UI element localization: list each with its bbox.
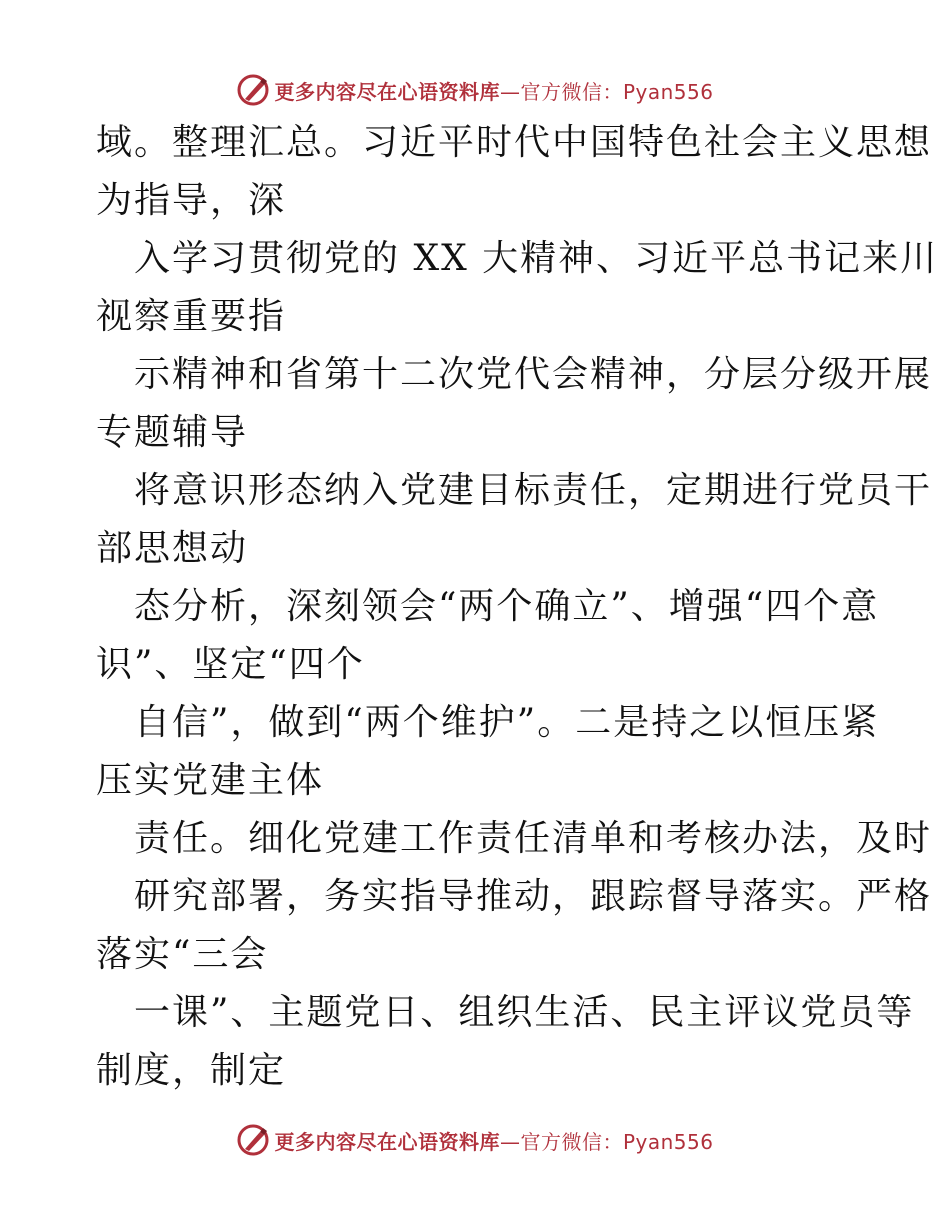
body-line: 入学习贯彻党的 XX 大精神、习近平总书记来川 [134, 238, 939, 279]
footer-wechat-text: 官方微信：Pyan556 [520, 1129, 714, 1154]
header-text [274, 76, 713, 105]
body-line: 专题辅导 [96, 412, 249, 453]
body-line: 示精神和省第十二次党代会精神，分层分级开展 [134, 354, 933, 395]
body-line: 识”、坚定“四个 [96, 644, 365, 685]
body-line: 为指导，深 [96, 180, 287, 221]
body-line: 制度，制定 [96, 1050, 287, 1091]
body-line: 研究部署，务实指导推动，跟踪督导落实。严格 [134, 876, 933, 917]
header-library-text: 更多内容尽在心语资料库 [274, 79, 500, 104]
footer-banner [0, 1120, 950, 1160]
body-line: 一课”、主题党日、组织生活、民主评议党员等 [134, 992, 915, 1033]
body-line: 落实“三会 [96, 934, 269, 975]
document-body [96, 114, 939, 1100]
pen-logo-icon [236, 1122, 272, 1158]
body-line: 自信”，做到“两个维护”。二是持之以恒压紧 [134, 702, 880, 743]
body-line: 压实党建主体 [96, 760, 325, 801]
body-line: 将意识形态纳入党建目标责任，定期进行党员干 [134, 470, 933, 511]
body-line: 责任。细化党建工作责任清单和考核办法，及时 [134, 818, 933, 859]
footer-dash: — [499, 1129, 521, 1154]
body-line: 部思想动 [96, 528, 249, 569]
header-dash: — [499, 79, 521, 104]
body-line: 视察重要指 [96, 296, 287, 337]
footer-library-text: 更多内容尽在心语资料库 [274, 1129, 500, 1154]
header-wechat-text: 官方微信：Pyan556 [520, 79, 714, 104]
header-banner [0, 70, 950, 110]
footer-text [274, 1126, 713, 1155]
pen-logo-icon [236, 72, 272, 108]
body-line: 态分析，深刻领会“两个确立”、增强“四个意 [134, 586, 880, 627]
body-line: 域。整理汇总。习近平时代中国特色社会主义思想 [96, 122, 933, 163]
